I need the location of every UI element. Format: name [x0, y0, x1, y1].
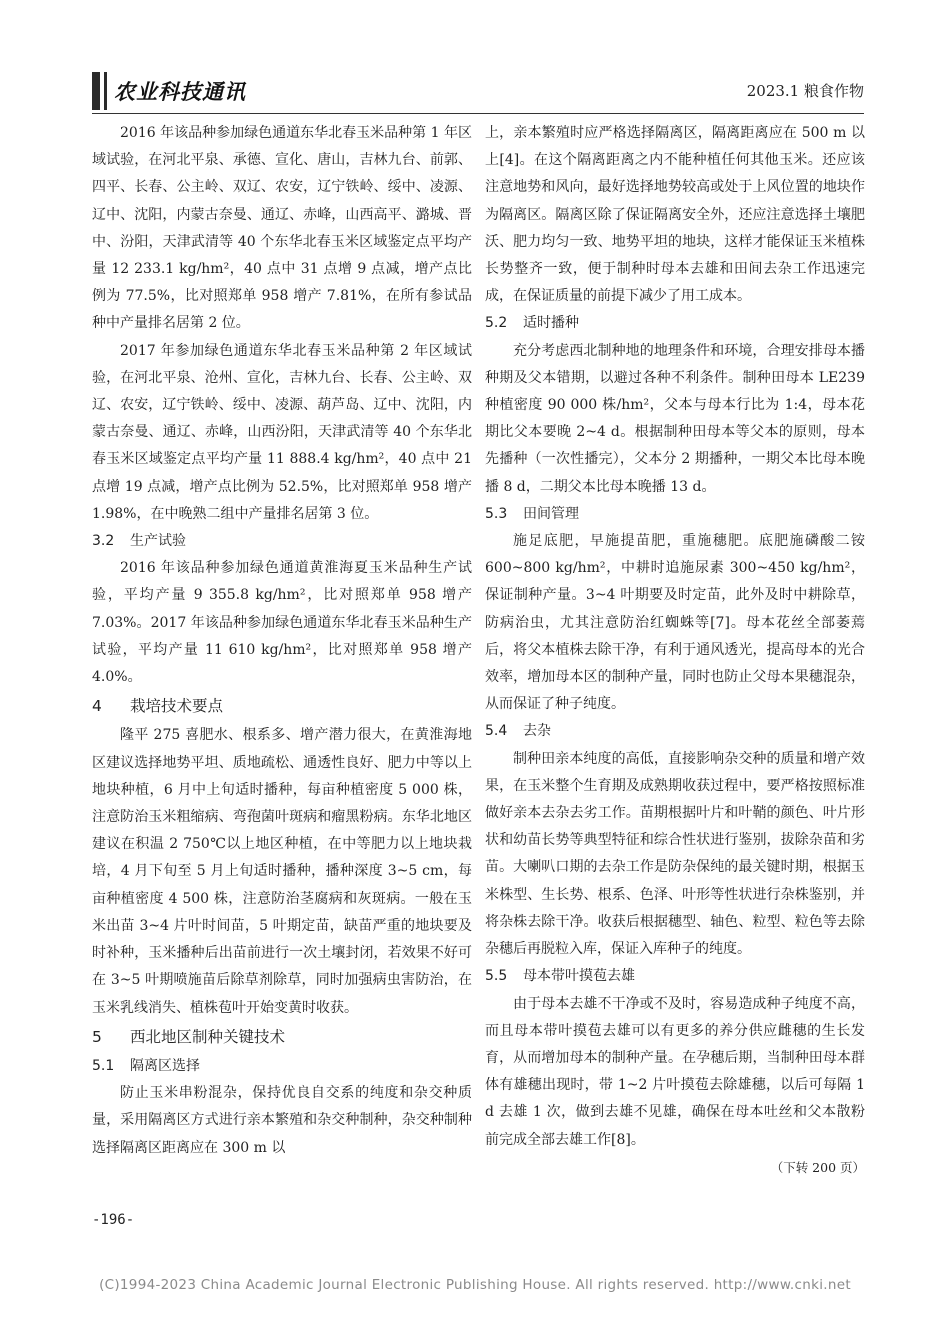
- issue-label: 2023.1 粮食作物: [746, 82, 864, 100]
- journal-logo: 农业科技通讯: [114, 79, 246, 104]
- paragraph: 2016 年该品种参加绿色通道黄淮海夏玉米品种生产试验，平均产量 9 355.8 kg/hm²，比对照郑单 958 增产 7.03%。2017 年该品种参加绿色通道东华北春玉米品种生产试验，平均产量 11 610 kg/hm²，比对照郑单 958 增产 4.0%。: [92, 560, 472, 686]
- continued-note: （下转 200 页）: [770, 1159, 865, 1175]
- paragraph: 2017 年参加绿色通道东华北春玉米品种第 2 年区域试验，在河北平泉、沧州、宣化，吉林九台、长春、公主岭、双辽、农安，辽宁铁岭、绥中、凌源、葫芦岛、辽中、沈阳，内蒙古奈曼、通辽、赤峰，山西汾阳，天津武清等 40 个东华北春玉米区域鉴定点平均产量 11 888.4 kg/hm²，40 点中 21 点增 19 点减，增产点比例为 52.5%，比对照郑单 958 增产 1.98%，在中晚熟二组中产量排名居第 3 位。: [92, 342, 472, 522]
- section-heading: 5.5 母本带叶摸苞去雄: [485, 968, 635, 985]
- header-bar-thick: [92, 72, 100, 110]
- left-column: [92, 120, 472, 1162]
- section-heading: 5.3 田间管理: [485, 505, 579, 522]
- copyright-footer: (C)1994-2023 China Academic Journal Electronic Publishing House. All rights reserved. http://www.cnki.net: [99, 1277, 851, 1293]
- paragraph: 防止玉米串粉混杂，保持优良自交系的纯度和杂交种质量，采用隔离区方式进行亲本繁殖和杂交种制种，杂交种制种选择隔离区距离应在 300 m 以: [92, 1085, 472, 1156]
- paragraph: 制种田亲本纯度的高低，直接影响杂交种的质量和增产效果，在玉米整个生育期及成熟期收获过程中，要严格按照标准做好亲本去杂去劣工作。苗期根据叶片和叶鞘的颜色、叶片形状和幼苗长势等典型特征和综合性状进行鉴别，拔除杂苗和劣苗。大喇叭口期的去杂工作是防杂保纯的最关键时期，根据玉米株型、生长势、根系、色泽、叶形等性状进行杂株鉴别，并将杂株去除干净。收获后根据穗型、轴色、粒型、粒色等去除杂穗后再脱粒入库，保证入库种子的纯度。: [485, 750, 865, 958]
- paragraph: 由于母本去雄不干净或不及时，容易造成种子纯度不高，而且母本带叶摸苞去雄可以有更多的养分供应雌穗的生长发育，从而增加母本的制种产量。在孕穗后期，当制种田母本群体有雄穗出现时，带 1~2 片叶摸苞去除雄穗，以后可每隔 1 d 去雄 1 次，做到去雄不见雄，确保在母本吐丝和父本散粉前完成全部去雄工作[8]。: [485, 995, 865, 1148]
- paragraph: 隆平 275 喜肥水、根系多、增产潜力很大，在黄淮海地区建议选择地势平坦、质地疏松、通透性良好、肥力中等以上地块种植，6 月中上旬适时播种，每亩种植密度 5 000 株，注意防治玉米粗缩病、弯孢菌叶斑病和瘤黑粉病。东华北地区建议在积温 2 750℃以上地区种植，在中等肥力以上地块栽培，4 月下旬至 5 月上旬适时播种，播种深度 3~5 cm，每亩种植密度 4 500 株，注意防治茎腐病和灰斑病。一般在玉米出苗 3~4 片叶时间苗，5 叶期定苗，缺苗严重的地块要及时补种，玉米播种后出苗前进行一次土壤封闭，若效果不好可在 3~5 叶期喷施苗后除草剂除草，同时加强病虫害防治，在玉米乳线消失、植株苞叶开始变黄时收获。: [92, 727, 472, 1016]
- paragraph: 充分考虑西北制种地的地理条件和环境，合理安排母本播种期及父本错期，以避过各种不利条件。制种田母本 LE239 种植密度 90 000 株/hm²，父本与母本行比为 1:4，母本花期比父本要晚 2~4 d。根据制种田母本等父本的原则，母本先播种（一次性播完），父本分 2 期播种，一期父本比母本晚播 8 d，二期父本比母本晚播 13 d。: [485, 342, 865, 495]
- header-rule: [92, 113, 864, 114]
- paragraph: 上，亲本繁殖时应严格选择隔离区，隔离距离应在 500 m 以上[4]。在这个隔离距离之内不能种植任何其他玉米。还应该注意地势和风向，最好选择地势较高或处于上风位置的地块作为隔离区。隔离区除了保证隔离安全外，还应注意选择土壤肥沃、肥力均匀一致、地势平坦的地块，这样才能保证玉米植株长势整齐一致，便于制种时母本去雄和田间去杂工作迅速完成，在保证质量的前提下减少了用工成本。: [485, 125, 865, 305]
- section-heading: 5 西北地区制种关键技术: [92, 1027, 286, 1046]
- right-column: [485, 120, 865, 1181]
- section-heading: 5.4 去杂: [485, 723, 551, 740]
- section-heading: 3.2 生产试验: [92, 533, 186, 550]
- section-heading: 4 栽培技术要点: [92, 697, 224, 716]
- paragraph: 2016 年该品种参加绿色通道东华北春玉米品种第 1 年区域试验，在河北平泉、承德、宣化、唐山，吉林九台、前郭、四平、长春、公主岭、双辽、农安，辽宁铁岭、绥中、凌源、辽中、沈阳，内蒙古奈曼、通辽、赤峰，山西高平、潞城、晋中、汾阳，天津武清等 40 个东华北春玉米区域鉴定点平均产量 12 233.1 kg/hm²，40 点中 31 点增 9 点减，增产点比例为 77.5%，比对照郑单 958 增产 7.81%，在所有参试品种中产量排名居第 2 位。: [92, 125, 472, 332]
- section-heading: 5.2 适时播种: [485, 315, 579, 332]
- section-heading: 5.1 隔离区选择: [92, 1057, 200, 1074]
- paragraph: 施足底肥，早施提苗肥，重施穗肥。底肥施磷酸二铵 600~800 kg/hm²，中耕时追施尿素 300~450 kg/hm²，保证制种产量。3~4 叶期要及时定苗，此外及时中耕除草，防病治虫，尤其注意防治红蜘蛛等[7]。母本花丝全部萎蔫后，将父本植株去除干净，有利于通风透光，提高母本的光合效率，增加母本区的制种产量，同时也防止父母本果穗混杂，从而保证了种子纯度。: [485, 533, 865, 713]
- page-number: -196-: [92, 1212, 135, 1228]
- header-bar-thin: [104, 72, 107, 110]
